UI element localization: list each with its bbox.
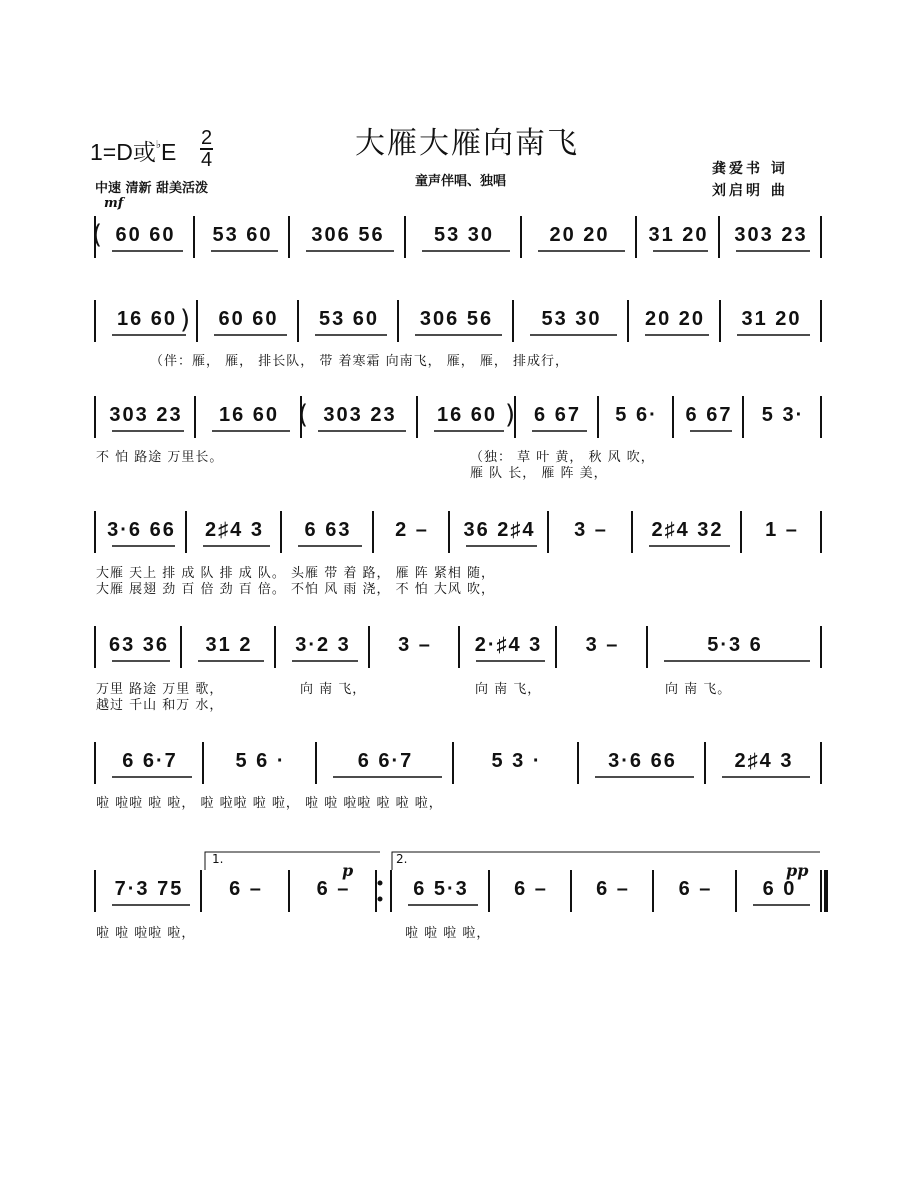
lyric-line: 向 南 飞。	[665, 682, 732, 697]
lyric-line: 不 怕 路途 万里长。	[96, 450, 224, 465]
measure: 6 6·7	[122, 750, 178, 772]
measure: 303 23	[323, 404, 397, 426]
measure: 53 60	[212, 224, 273, 246]
paren: )	[180, 305, 191, 335]
measure: 306 56	[419, 308, 494, 330]
flat-sign: ♭	[155, 139, 162, 151]
measure: 36 2♯4	[463, 519, 536, 541]
time-bottom: 4	[201, 149, 213, 171]
measure: 5 3 ·	[491, 750, 542, 772]
measure: 3 –	[398, 634, 432, 656]
lyric-line: 万里 路途 万里 歌，	[96, 682, 224, 697]
measure: 5 3·	[761, 404, 805, 426]
composer: 刘启明 曲	[712, 183, 788, 199]
lyric-line: 啦 啦啦 啦 啦， 啦 啦啦 啦 啦， 啦 啦 啦啦 啦 啦 啦，	[96, 796, 443, 811]
lyric-line: 啦 啦 啦 啦，	[405, 926, 491, 941]
measure: 3 –	[585, 634, 620, 656]
measure: 63 36	[108, 634, 170, 656]
volta-2: 2.	[396, 852, 408, 866]
lyric-line: 越过 千山 和万 水，	[96, 698, 224, 713]
measure: 6 67	[534, 404, 581, 426]
measure: 306 56	[311, 224, 385, 246]
measure: 16 60	[116, 308, 178, 330]
lyricist: 龚爱书 词	[712, 161, 788, 177]
measure: 60 60	[218, 308, 279, 330]
volta-1: 1.	[212, 852, 224, 866]
time-top: 2	[201, 127, 213, 149]
dynamic-p: p	[342, 861, 354, 880]
measure: 5 6·	[615, 404, 658, 426]
paren: )	[505, 400, 516, 430]
measure: 20 20	[549, 224, 610, 246]
tempo-marking: 中速 清新 甜美活泼	[95, 181, 209, 196]
measure: 6 0	[762, 878, 797, 900]
measure: 6 –	[229, 878, 263, 900]
dynamic-pp: pp	[786, 861, 809, 880]
measure: 6 –	[596, 878, 630, 900]
repeat-dot	[378, 881, 383, 886]
measure: 6 –	[316, 878, 351, 900]
measure: 3·6 66	[107, 519, 176, 541]
measure: 303 23	[734, 224, 808, 246]
paren: (	[92, 220, 103, 250]
measure: 2♯4 32	[651, 519, 724, 541]
measure: 6 –	[678, 878, 713, 900]
measure: 303 23	[109, 404, 183, 426]
measure: 6 –	[514, 878, 548, 900]
measure: 3·2 3	[295, 634, 351, 656]
repeat-dot	[378, 897, 383, 902]
performance-note: 童声伴唱、独唱	[415, 174, 507, 189]
measure: 20 20	[644, 308, 706, 330]
measure: 3 –	[574, 519, 608, 541]
volta-bracket	[205, 852, 380, 870]
measure: 6 5·3	[413, 878, 469, 900]
measure: 5·3 6	[707, 634, 763, 656]
measure: 6 6·7	[357, 750, 414, 772]
measure: 53 60	[318, 308, 380, 330]
measure: 7·3 75	[114, 878, 184, 900]
key-alt: E	[161, 139, 177, 165]
lyric-line: 雁 队 长， 雁 阵 美，	[470, 466, 608, 481]
measure: 2·♯4 3	[474, 634, 543, 656]
measure: 6 67	[685, 404, 733, 426]
measure: 2♯4 3	[734, 750, 794, 772]
measure: 5 6 ·	[235, 750, 286, 772]
measure: 16 60	[436, 404, 498, 426]
dynamic-mf: mf	[104, 196, 124, 211]
measure: 60 60	[115, 224, 176, 246]
lyric-line: 向 南 飞，	[475, 682, 542, 697]
measure: 3·6 66	[608, 750, 677, 772]
measure: 31 2	[205, 634, 253, 656]
measure: 2♯4 3	[205, 519, 264, 541]
measure: 2 –	[395, 519, 429, 541]
lyric-line: 啦 啦 啦啦 啦，	[96, 926, 196, 941]
lyric-line: 向 南 飞，	[300, 682, 367, 697]
paren: (	[298, 400, 309, 430]
measure: 53 30	[433, 224, 495, 246]
measure: 6 63	[304, 519, 352, 541]
measure: 31 20	[741, 308, 802, 330]
measure: 16 60	[218, 404, 280, 426]
lyric-line: （伴：雁， 雁， 排长队， 带 着寒霜 向南飞， 雁， 雁， 排成行，	[150, 354, 570, 369]
lyric-line: 大雁 展翅 劲 百 倍 劲 百 倍。 不怕 风 雨 浇， 不 怕 大风 吹，	[96, 582, 495, 597]
song-title: 大雁大雁向南飞	[355, 126, 579, 161]
measure: 31 20	[648, 224, 709, 246]
measure: 53 30	[541, 308, 602, 330]
measure: 1 –	[765, 519, 799, 541]
lyric-line: 大雁 天上 排 成 队 排 成 队。 头雁 带 着 路， 雁 阵 紧相 随，	[96, 566, 495, 581]
lyric-line: （独： 草 叶 黄， 秋 风 吹，	[470, 450, 655, 465]
key-text: 1=D或	[90, 139, 156, 165]
volta-bracket	[392, 852, 820, 870]
